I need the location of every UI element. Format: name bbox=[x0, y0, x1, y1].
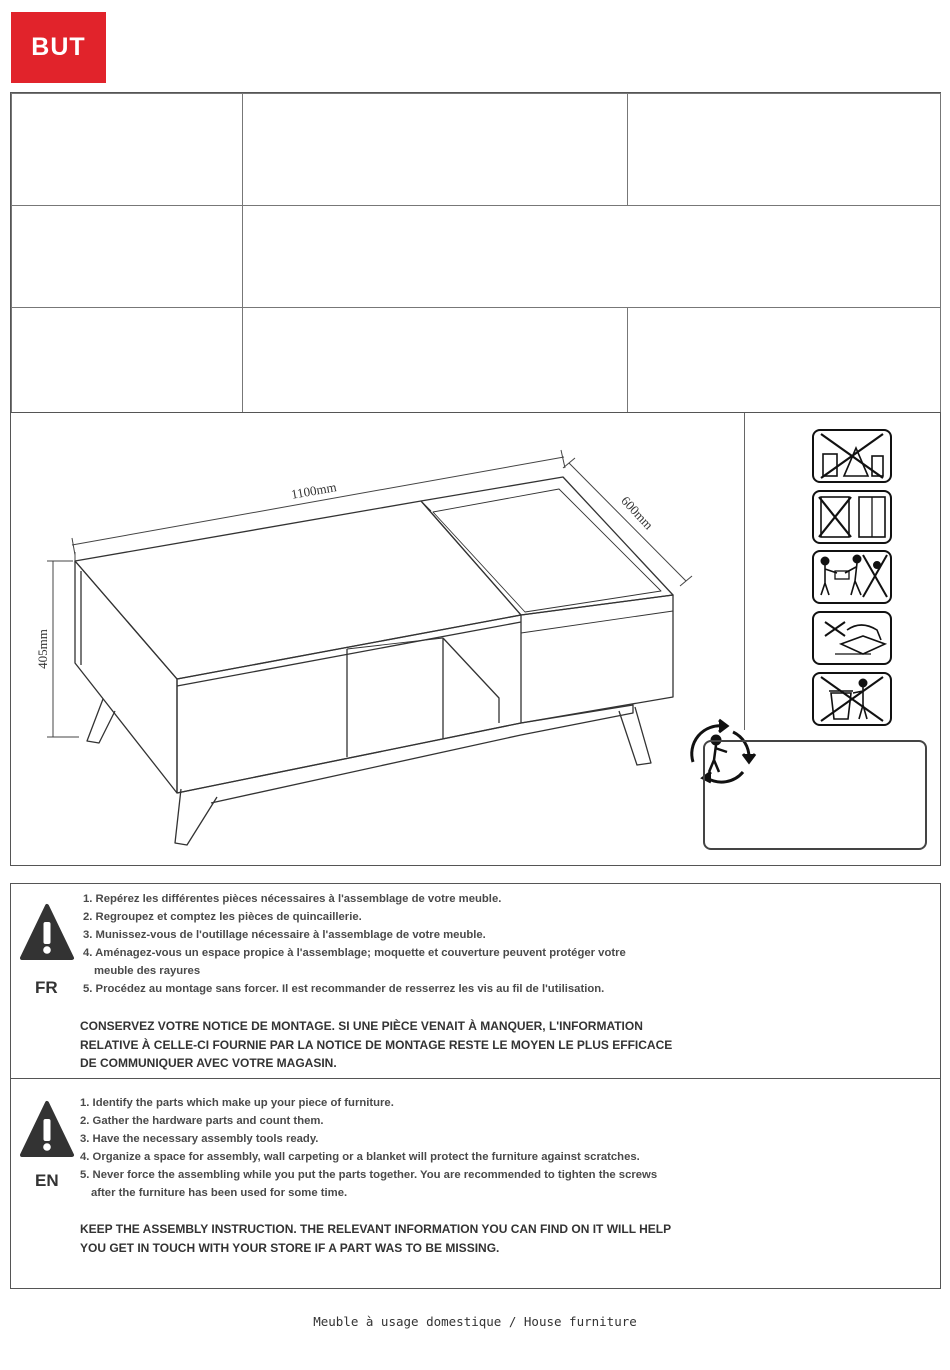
info-cell bbox=[627, 307, 941, 413]
notice-line: KEEP THE ASSEMBLY INSTRUCTION. THE RELEVANT INFORMATION YOU CAN FIND ON IT WILL HELP bbox=[80, 1222, 672, 1236]
table-side bbox=[75, 561, 177, 793]
no-damp-room-icon bbox=[811, 489, 893, 545]
info-cell bbox=[11, 307, 243, 413]
step-item: 5. Procédez au montage sans forcer. Il est recommander de resserrez les vis au fil de l'utilisation. bbox=[83, 983, 605, 995]
width-dimension-label: 1100mm bbox=[289, 479, 338, 502]
page-footer: Meuble à usage domestique / House furniture bbox=[313, 1314, 637, 1329]
info-cell bbox=[242, 205, 941, 308]
brand-logo: BUT bbox=[11, 12, 106, 83]
info-cell bbox=[242, 307, 628, 413]
no-trash-icon bbox=[811, 671, 893, 727]
step-item: 2. Regroupez et comptez les pièces de quincaillerie. bbox=[83, 911, 362, 923]
step-item: 1. Repérez les différentes pièces nécessaires à l'assemblage de votre meuble. bbox=[83, 893, 502, 905]
step-item: 5. Never force the assembling while you put the parts together. You are recommended to tighten the screws bbox=[80, 1169, 658, 1181]
keep-notice-fr bbox=[80, 1017, 672, 1073]
lift-top-section bbox=[421, 477, 673, 615]
table-leg bbox=[175, 789, 217, 845]
width-dimension-line bbox=[72, 450, 565, 563]
notice-line: YOU GET IN TOUCH WITH YOUR STORE IF A PART WAS TO BE MISSING. bbox=[80, 1240, 500, 1255]
step-item: 4. Aménagez-vous un espace propice à l'assemblage; moquette et couverture peuvent protéger votre bbox=[83, 947, 626, 959]
product-drawing-panel bbox=[10, 412, 941, 866]
step-item: 2. Gather the hardware parts and count them. bbox=[80, 1115, 324, 1127]
info-cell bbox=[242, 93, 628, 206]
height-dimension-line bbox=[47, 561, 79, 737]
language-label-en: EN bbox=[35, 1171, 59, 1190]
notice-line: DE COMMUNIQUER AVEC VOTRE MAGASIN. bbox=[80, 1056, 337, 1070]
height-dimension-label: 405mm bbox=[34, 629, 50, 669]
warning-icon bbox=[19, 902, 75, 964]
step-item: 3. Munissez-vous de l'outillage nécessaire à l'assemblage de votre meuble. bbox=[83, 929, 486, 941]
step-item: 3. Have the necessary assembly tools ready. bbox=[80, 1133, 319, 1145]
instructions-fr-section bbox=[10, 883, 941, 1079]
recycling-info-box bbox=[703, 740, 927, 850]
depth-dimension-line bbox=[563, 458, 692, 586]
language-label-fr: FR bbox=[35, 978, 58, 997]
assembly-steps-fr bbox=[83, 890, 626, 998]
no-chemicals-icon bbox=[811, 428, 893, 484]
table-leg bbox=[619, 707, 651, 765]
notice-line: CONSERVEZ VOTRE NOTICE DE MONTAGE. SI UNE PIÈCE VENAIT À MANQUER, L'INFORMATION bbox=[80, 1019, 643, 1033]
instructions-en-section bbox=[10, 1078, 941, 1289]
keep-notice-en bbox=[80, 1220, 671, 1257]
step-item: 4. Organize a space for assembly, wall carpeting or a blanket will protect the furniture against scratches. bbox=[80, 1151, 640, 1163]
product-info-table bbox=[10, 92, 941, 413]
coffee-table-drawing bbox=[11, 413, 711, 863]
step-item: 1. Identify the parts which make up your piece of furniture. bbox=[80, 1097, 394, 1109]
notice-line: RELATIVE À CELLE-CI FOURNIE PAR LA NOTICE DE MONTAGE RESTE LE MOYEN LE PLUS EFFICACE bbox=[80, 1037, 673, 1052]
table-leg bbox=[87, 699, 115, 743]
depth-dimension-label: 600mm bbox=[618, 493, 657, 533]
step-item: meuble des rayures bbox=[94, 965, 201, 977]
base-rail bbox=[177, 705, 633, 803]
table-front bbox=[177, 615, 521, 793]
protect-floor-icon bbox=[811, 610, 893, 666]
table-top bbox=[75, 501, 521, 679]
two-person-assembly-icon bbox=[811, 549, 893, 605]
info-cell bbox=[11, 205, 243, 308]
divider bbox=[744, 413, 745, 730]
info-cell bbox=[627, 93, 941, 206]
assembly-steps-en bbox=[80, 1094, 657, 1202]
warning-icon bbox=[19, 1099, 75, 1161]
info-cell bbox=[11, 93, 243, 206]
step-item: after the furniture has been used for some time. bbox=[91, 1187, 348, 1199]
